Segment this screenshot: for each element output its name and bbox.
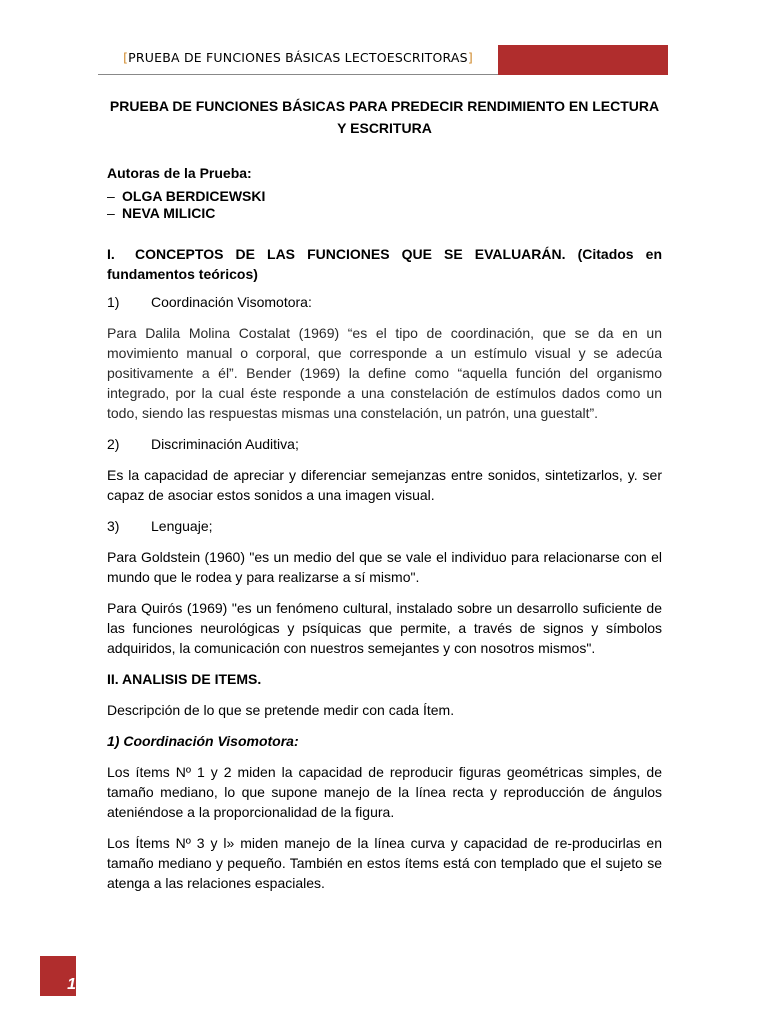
paragraph: Los Ítems Nº 3 y l» miden manejo de la línea curva y capacidad de re-producirlas en tamaño mediano y pequeño. También en estos ítems está con templado que el sujeto se atenga a las relaciones espaciales. [107,835,662,891]
section-title-text: CONCEPTOS DE LAS FUNCIONES QUE SE EVALUARÁN. (Citados en fundamentos teóricos) [107,246,662,282]
item-label: Discriminación Auditiva; [151,436,299,452]
item-number: 1) [107,294,120,310]
author-item [107,205,662,222]
paragraph: Para Goldstein (1960) "es un medio del que se vale el individuo para relacionarse con el mundo que le rodea y para realizarse a sí mismo". [107,549,662,585]
author-dash: – [107,205,115,221]
item-heading [107,516,662,536]
page-number-box [40,956,76,996]
item-label: Lenguaje; [151,518,213,534]
author-name: NEVA MILICIC [122,205,216,221]
paragraph: Es la capacidad de apreciar y diferenciar semejanzas entre sonidos, sintetizarlos, y. ser capaz de asociar estos sonidos a una imagen visual. [107,467,662,503]
section-number: I. [107,246,115,262]
header-title-text: PRUEBA DE FUNCIONES BÁSICAS LECTOESCRITORAS [128,50,468,65]
item-heading [107,292,662,312]
item-label: Coordinación Visomotora: [151,294,312,310]
item-number: 2) [107,436,120,452]
header-accent-bar [498,45,668,75]
paragraph: Para Quirós (1969) "es un fenómeno cultural, instalado sobre un desarrollo suficiente de las funciones neurológicas y psíquicas que permite, a través de signos y símbolos adquiridos, la comunicación con nuestros semejantes y con nosotros mismos". [107,600,662,656]
header-title [98,50,498,65]
document-title: PRUEBA DE FUNCIONES BÁSICAS PARA PREDECIR RENDIMIENTO EN LECTURA Y ESCRITURA [109,98,660,136]
page-header [0,0,768,80]
item-number: 3) [107,518,120,534]
author-name: OLGA BERDICEWSKI [122,188,266,204]
section-heading-items: II. ANALISIS DE ITEMS. [107,671,262,687]
footer-rule [40,996,76,998]
paragraph: Descripción de lo que se pretende medir con cada Ítem. [107,702,455,718]
paragraph: Para Dalila Molina Costalat (1969) “es el tipo de coordinación, que se da en un movimiento manual o corporal, que corresponde a un estímulo visual y se adecúa positivamente a él”. Bender (1969) la define como “aquella función del organismo integrado, por la cual éste responde a una constelación de estímulos dados como un todo, siendo las respuestas mismas una constelación, un patrón, una guestalt”. [107,325,662,421]
header-rule [98,74,498,75]
header-bracket-open: [ [123,50,129,65]
author-dash: – [107,188,115,204]
author-item [107,188,662,205]
header-bracket-close: ] [467,50,473,65]
section-heading-concepts [107,244,662,284]
authors-label: Autoras de la Prueba: [107,165,252,181]
item-heading [107,434,662,454]
page-number: 1 [67,976,76,993]
document-body [107,95,662,904]
paragraph: Los ítems Nº 1 y 2 miden la capacidad de reproducir figuras geométricas simples, de tamaño mediano, lo que supone manejo de la línea recta y reproducción de ángulos ateniéndose a la proporcionalidad de la figura. [107,764,662,820]
subheading: 1) Coordinación Visomotora: [107,733,299,749]
